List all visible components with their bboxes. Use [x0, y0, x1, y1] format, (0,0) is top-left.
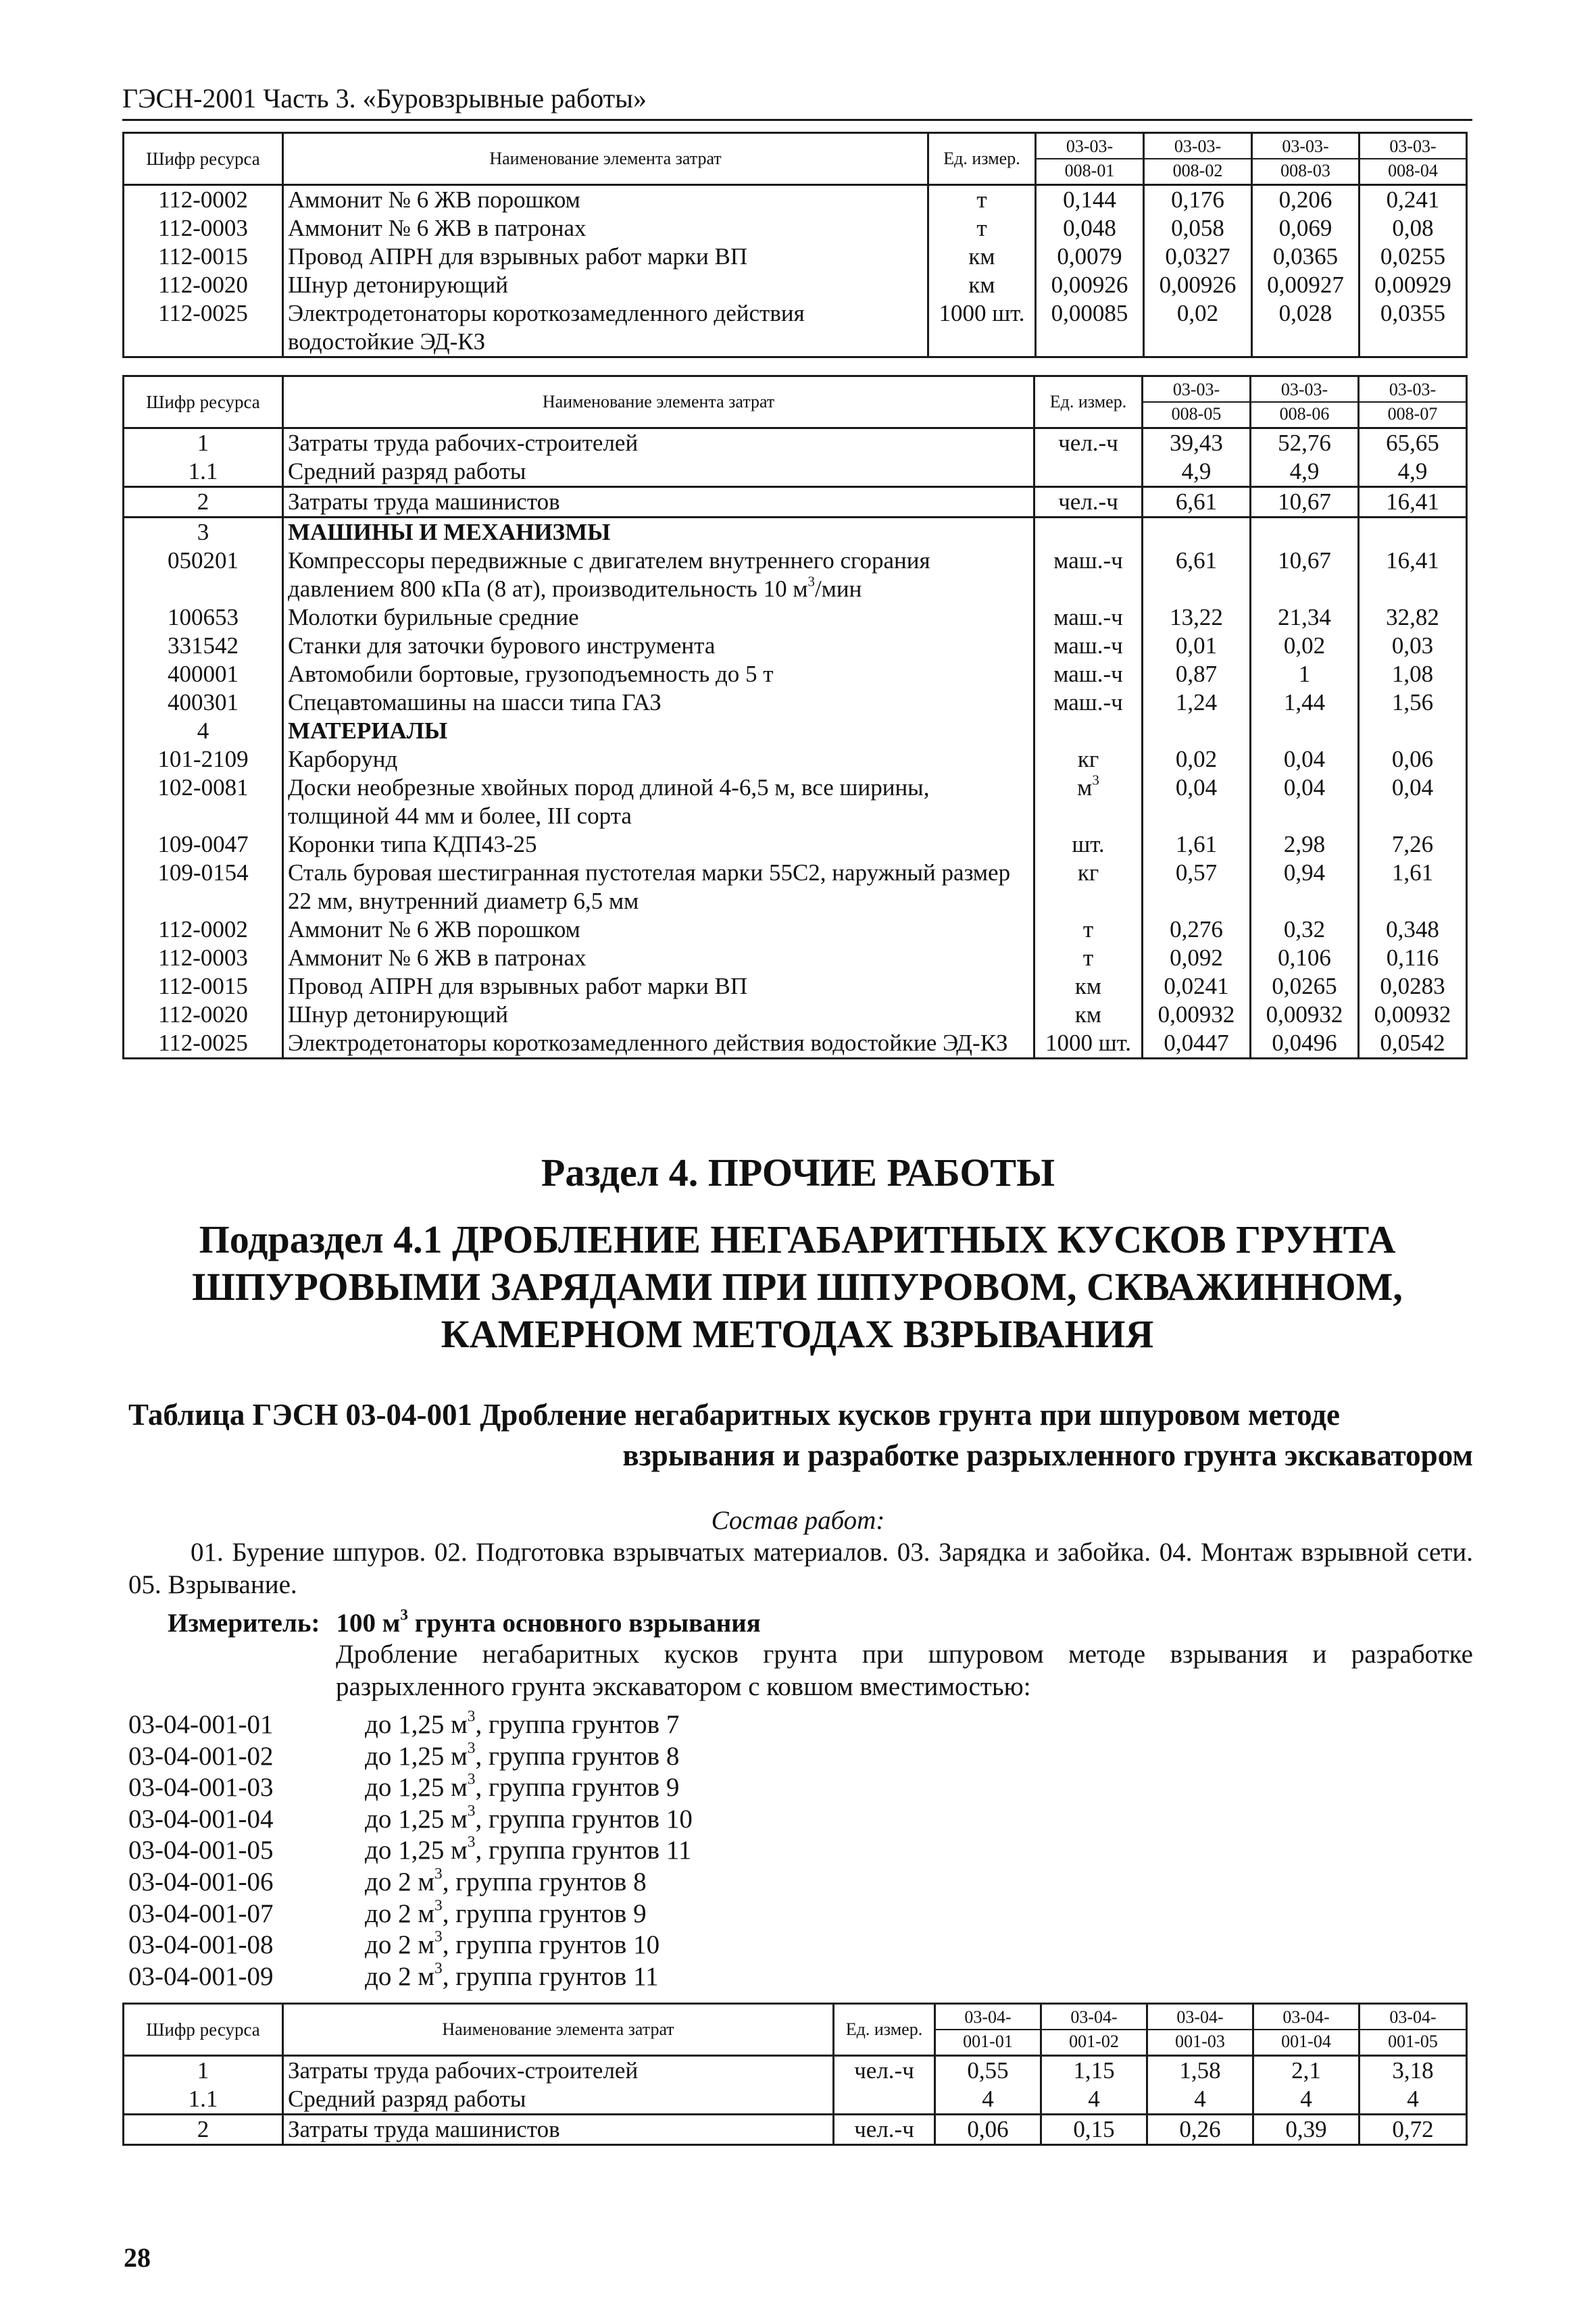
table-row: [124, 972, 1467, 1001]
value-cell: 0,0327: [1144, 243, 1252, 271]
resource-code: 112-0003: [124, 944, 283, 972]
value-cell: 6,61: [1143, 547, 1251, 603]
unit-cell: [834, 2085, 935, 2115]
header-rule: [122, 119, 1472, 121]
header-code: Шифр ресурса: [124, 2004, 283, 2056]
table-row: [124, 271, 1467, 299]
unit-cell: чел.-ч: [834, 2056, 935, 2086]
subsection-title: Подраздел 4.1 ДРОБЛЕНИЕ НЕГАБАРИТНЫХ КУСКОВ ГРУНТА ШПУРОВЫМИ ЗАРЯДАМИ ПРИ ШПУРОВОМ, СКВАЖИННОМ, КАМЕРНОМ МЕТОДАХ ВЗРЫВАНИЯ: [192, 1217, 1403, 1356]
value-cell: 0,00926: [1144, 271, 1252, 299]
table-row: [124, 2115, 1467, 2145]
resource-name: Затраты труда рабочих-строителей: [283, 2056, 834, 2086]
value-cell: 1,08: [1359, 660, 1467, 688]
value-cell: 0,276: [1143, 915, 1251, 944]
variant-code: 03-04-001-05: [128, 1836, 274, 1865]
resource-code: 112-0015: [124, 972, 283, 1001]
meter: [168, 1608, 761, 1638]
value-cell: 4: [1253, 2085, 1360, 2115]
table-row: [124, 2085, 1467, 2115]
table-row: [124, 1001, 1467, 1029]
resource-code: 112-0025: [124, 299, 283, 357]
header-column: 03-03- 008-05: [1143, 376, 1251, 428]
resource-code: 109-0047: [124, 830, 283, 859]
value-cell: 0,04: [1143, 774, 1251, 830]
header-column: 03-03- 008-04: [1360, 133, 1467, 185]
variant-description: до 1,25 $м^3$, группа грунтов 8: [365, 1739, 680, 1771]
value-cell: 1,61: [1143, 830, 1251, 859]
resource-code: 112-0002: [124, 185, 283, 215]
value-cell: 0,0255: [1360, 243, 1467, 271]
resource-code: 400001: [124, 660, 283, 688]
value-cell: 39,43: [1143, 428, 1251, 458]
table-row: [124, 457, 1467, 487]
header-code: Шифр ресурса: [124, 133, 283, 185]
variant-description: до 2 $м^3$, группа грунтов 8: [365, 1865, 647, 1896]
value-cell: 32,82: [1359, 603, 1467, 632]
resource-name: Затраты труда машинистов: [283, 2115, 834, 2145]
unit-cell: $м^3$: [1034, 774, 1143, 830]
value-cell: 7,26: [1359, 830, 1467, 859]
variant-code: 03-04-001-02: [128, 1741, 274, 1771]
unit-cell: шт.: [1034, 830, 1143, 859]
resource-code: 112-0003: [124, 214, 283, 243]
resource-table-middle: [122, 375, 1468, 1059]
resource-name: Электродетонаторы короткозамедленного действия водостойкие ЭД-КЗ: [283, 299, 928, 357]
variant-description: до 1,25 $м^3$, группа грунтов 9: [365, 1770, 680, 1803]
value-cell: 0,0542: [1359, 1029, 1467, 1059]
value-cell: 6,61: [1143, 487, 1251, 518]
table-row: [124, 859, 1467, 915]
value-cell: 0,241: [1360, 185, 1467, 215]
header-column: 03-04- 001-05: [1360, 2004, 1467, 2056]
value-cell: 0,00927: [1252, 271, 1360, 299]
resource-name: Аммонит № 6 ЖВ порошком: [283, 185, 928, 215]
resource-code: 2: [124, 487, 283, 518]
value-cell: 0,87: [1143, 660, 1251, 688]
value-cell: [1359, 518, 1467, 547]
table-row: [124, 745, 1467, 774]
resource-name: Провод АПРН для взрывных работ марки ВП: [283, 972, 1034, 1001]
resource-name: Автомобили бортовые, грузоподъемность до 5 т: [283, 660, 1034, 688]
resource-code: 1.1: [124, 2085, 283, 2115]
value-cell: 0,0079: [1036, 243, 1144, 271]
table-row: [124, 518, 1467, 547]
resource-name: Аммонит № 6 ЖВ в патронах: [283, 214, 928, 243]
value-cell: 0,00932: [1251, 1001, 1359, 1029]
table-title: [128, 1394, 1473, 1476]
unit-cell: [1034, 457, 1143, 487]
resource-table-bottom: [122, 2003, 1468, 2146]
value-cell: 10,67: [1251, 487, 1359, 518]
unit-cell: маш.-ч: [1034, 688, 1143, 717]
value-cell: 4: [935, 2085, 1041, 2115]
composition-label: Состав работ:: [711, 1506, 885, 1535]
value-cell: 0,0365: [1252, 243, 1360, 271]
resource-code: 331542: [124, 632, 283, 660]
table-header-row: [124, 376, 1467, 428]
header-name: Наименование элемента затрат: [283, 133, 928, 185]
value-cell: 65,65: [1359, 428, 1467, 458]
resource-name: МАТЕРИАЛЫ: [283, 717, 1034, 745]
resource-name: Компрессоры передвижные с двигателем внутреннего сгорания давлением 800 кПа (8 ат), производительность 10 $м^3$/мин: [283, 547, 1034, 603]
value-cell: 4,9: [1251, 457, 1359, 487]
unit-cell: т: [928, 214, 1036, 243]
header-column: 03-04- 001-04: [1253, 2004, 1360, 2056]
header-column: 03-03- 008-02: [1144, 133, 1252, 185]
table-row: [124, 214, 1467, 243]
table-row: [124, 428, 1467, 458]
unit-cell: маш.-ч: [1034, 547, 1143, 603]
resource-name: Затраты труда машинистов: [283, 487, 1034, 518]
value-cell: 0,39: [1253, 2115, 1360, 2145]
table-row: [124, 2056, 1467, 2086]
value-cell: 0,01: [1143, 632, 1251, 660]
resource-code: 112-0020: [124, 271, 283, 299]
unit-cell: км: [1034, 972, 1143, 1001]
table-row: [124, 688, 1467, 717]
resource-name: Коронки типа КДП43-25: [283, 830, 1034, 859]
table-row: [124, 603, 1467, 632]
value-cell: 0,00085: [1036, 299, 1144, 357]
value-cell: 0,06: [1359, 745, 1467, 774]
resource-name: Спецавтомашины на шасси типа ГАЗ: [283, 688, 1034, 717]
unit-cell: [1034, 717, 1143, 745]
resource-code: 3: [124, 518, 283, 547]
header-code: Шифр ресурса: [124, 376, 283, 428]
unit-cell: маш.-ч: [1034, 632, 1143, 660]
value-cell: 16,41: [1359, 487, 1467, 518]
value-cell: 0,02: [1251, 632, 1359, 660]
unit-cell: км: [1034, 1001, 1143, 1029]
header-unit: Ед. измер.: [928, 133, 1036, 185]
variant-code: 03-04-001-03: [128, 1773, 274, 1803]
resource-name: Сталь буровая шестигранная пустотелая марки 55С2, наружный размер 22 мм, внутренний диаметр 6,5 мм: [283, 859, 1034, 915]
value-cell: 0,028: [1252, 299, 1360, 357]
unit-cell: 1000 шт.: [1034, 1029, 1143, 1059]
value-cell: 1,58: [1147, 2056, 1253, 2086]
header-unit: Ед. измер.: [834, 2004, 935, 2056]
value-cell: 13,22: [1143, 603, 1251, 632]
value-cell: 0,048: [1036, 214, 1144, 243]
resource-name: Аммонит № 6 ЖВ порошком: [283, 915, 1034, 944]
value-cell: 1: [1251, 660, 1359, 688]
table-row: [124, 830, 1467, 859]
unit-cell: маш.-ч: [1034, 603, 1143, 632]
resource-name: Провод АПРН для взрывных работ марки ВП: [283, 243, 928, 271]
resource-name: Средний разряд работы: [283, 2085, 834, 2115]
value-cell: 0,26: [1147, 2115, 1253, 2145]
variant-code: 03-04-001-07: [128, 1898, 274, 1928]
resource-name: Средний разряд работы: [283, 457, 1034, 487]
value-cell: 0,0241: [1143, 972, 1251, 1001]
value-cell: 4,9: [1359, 457, 1467, 487]
unit-cell: т: [1034, 944, 1143, 972]
resource-name: Доски необрезные хвойных пород длиной 4-6,5 м, все ширины, толщиной 44 мм и более, III сорта: [283, 774, 1034, 830]
resource-code: 112-0020: [124, 1001, 283, 1029]
unit-cell: т: [1034, 915, 1143, 944]
variant-description: до 2 $м^3$, группа грунтов 9: [365, 1896, 647, 1928]
value-cell: 0,08: [1360, 214, 1467, 243]
value-cell: [1143, 717, 1251, 745]
value-cell: 0,00932: [1143, 1001, 1251, 1029]
value-cell: 0,092: [1143, 944, 1251, 972]
resource-name: Карборунд: [283, 745, 1034, 774]
value-cell: 1,56: [1359, 688, 1467, 717]
table-row: [124, 774, 1467, 830]
table-row: [124, 944, 1467, 972]
header-name: Наименование элемента затрат: [283, 2004, 834, 2056]
value-cell: 1,24: [1143, 688, 1251, 717]
value-cell: 0,348: [1359, 915, 1467, 944]
unit-cell: чел.-ч: [1034, 487, 1143, 518]
value-cell: 1,44: [1251, 688, 1359, 717]
works-composition: 01. Бурение шпуров. 02. Подготовка взрывчатых материалов. 03. Зарядка и забойка. 04. Монтаж взрывной сети. 05. Взрывание.: [128, 1538, 1473, 1599]
variant-description: до 2 $м^3$, группа грунтов 11: [365, 1959, 659, 1991]
value-cell: 0,00926: [1036, 271, 1144, 299]
unit-cell: кг: [1034, 859, 1143, 915]
value-cell: 0,106: [1251, 944, 1359, 972]
variant-code: 03-04-001-01: [128, 1710, 274, 1739]
value-cell: 0,0496: [1251, 1029, 1359, 1059]
unit-cell: 1000 шт.: [928, 299, 1036, 357]
meter-value: 100 $м^3$ грунта основного взрывания: [336, 1606, 761, 1638]
value-cell: 0,00929: [1360, 271, 1467, 299]
value-cell: 0,04: [1251, 745, 1359, 774]
resource-name: Станки для заточки бурового инструмента: [283, 632, 1034, 660]
table-row: [124, 660, 1467, 688]
variants-intro: Дробление негабаритных кусков грунта при шпуровом методе взрывания и разработке разрыхленного грунта экскаватором с ковшом вместимостью:: [336, 1640, 1473, 1701]
value-cell: 2,1: [1253, 2056, 1360, 2086]
resource-name: Шнур детонирующий: [283, 271, 928, 299]
resource-code: 112-0002: [124, 915, 283, 944]
header-column: 03-04- 001-01: [935, 2004, 1041, 2056]
resource-code: 1: [124, 428, 283, 458]
value-cell: 0,32: [1251, 915, 1359, 944]
value-cell: 0,116: [1359, 944, 1467, 972]
header-column: 03-03- 008-06: [1251, 376, 1359, 428]
value-cell: 0,00932: [1359, 1001, 1467, 1029]
value-cell: 0,0355: [1360, 299, 1467, 357]
value-cell: 0,04: [1359, 774, 1467, 830]
value-cell: 0,04: [1251, 774, 1359, 830]
resource-code: 101-2109: [124, 745, 283, 774]
variant-description: до 1,25 $м^3$, группа грунтов 7: [365, 1707, 680, 1739]
resource-table-top: [122, 132, 1468, 358]
resource-name: Электродетонаторы короткозамедленного действия водостойкие ЭД-КЗ: [283, 1029, 1034, 1059]
value-cell: [1143, 518, 1251, 547]
value-cell: 0,03: [1359, 632, 1467, 660]
value-cell: 2,98: [1251, 830, 1359, 859]
value-cell: 21,34: [1251, 603, 1359, 632]
header-column: 03-03- 008-07: [1359, 376, 1467, 428]
header-column: 03-03- 008-03: [1252, 133, 1360, 185]
unit-cell: [1034, 518, 1143, 547]
variant-description: до 1,25 $м^3$, группа грунтов 11: [365, 1833, 692, 1865]
value-cell: 52,76: [1251, 428, 1359, 458]
value-cell: 0,72: [1360, 2115, 1467, 2145]
header-column: 03-04- 001-02: [1041, 2004, 1147, 2056]
resource-code: 109-0154: [124, 859, 283, 915]
header-column: 03-04- 001-03: [1147, 2004, 1253, 2056]
table-row: [124, 717, 1467, 745]
table-title-line: взрывания и разработке разрыхленного грунта экскаватором: [622, 1438, 1473, 1472]
resource-code: 1.1: [124, 457, 283, 487]
variant-code: 03-04-001-08: [128, 1930, 274, 1960]
resource-code: 2: [124, 2115, 283, 2145]
value-cell: 0,0447: [1143, 1029, 1251, 1059]
table-row: [124, 299, 1467, 357]
unit-cell: т: [928, 185, 1036, 215]
resource-code: 112-0015: [124, 243, 283, 271]
header-unit: Ед. измер.: [1034, 376, 1143, 428]
value-cell: 0,02: [1144, 299, 1252, 357]
value-cell: 16,41: [1359, 547, 1467, 603]
variant-description: до 2 $м^3$, группа грунтов 10: [365, 1928, 660, 1960]
variant-code: 03-04-001-09: [128, 1961, 274, 1991]
variant-code: 03-04-001-06: [128, 1867, 274, 1896]
resource-code: 400301: [124, 688, 283, 717]
value-cell: 0,206: [1252, 185, 1360, 215]
resource-name: Аммонит № 6 ЖВ в патронах: [283, 944, 1034, 972]
meter-label: Измеритель:: [168, 1609, 320, 1638]
table-header-row: [124, 133, 1467, 185]
value-cell: 0,176: [1144, 185, 1252, 215]
value-cell: [1251, 518, 1359, 547]
table-row: [124, 487, 1467, 518]
value-cell: [1251, 717, 1359, 745]
table-row: [124, 547, 1467, 603]
value-cell: 0,06: [935, 2115, 1041, 2145]
value-cell: 0,94: [1251, 859, 1359, 915]
table-header-row: [124, 2004, 1467, 2056]
unit-cell: км: [928, 243, 1036, 271]
resource-name: Шнур детонирующий: [283, 1001, 1034, 1029]
resource-name: Молотки бурильные средние: [283, 603, 1034, 632]
value-cell: 0,144: [1036, 185, 1144, 215]
value-cell: 0,55: [935, 2056, 1041, 2086]
unit-cell: маш.-ч: [1034, 660, 1143, 688]
variant-code: 03-04-001-04: [128, 1804, 274, 1834]
resource-code: 4: [124, 717, 283, 745]
value-cell: 1,15: [1041, 2056, 1147, 2086]
value-cell: 4,9: [1143, 457, 1251, 487]
table-row: [124, 243, 1467, 271]
table-row: [124, 915, 1467, 944]
resource-code: 1: [124, 2056, 283, 2086]
value-cell: 4: [1360, 2085, 1467, 2115]
table-title-line: Таблица ГЭСН 03-04-001 Дробление негабаритных кусков грунта при шпуровом методе: [128, 1398, 1341, 1432]
value-cell: 0,069: [1252, 214, 1360, 243]
unit-cell: кг: [1034, 745, 1143, 774]
resource-name: МАШИНЫ И МЕХАНИЗМЫ: [283, 518, 1034, 547]
value-cell: 0,0283: [1359, 972, 1467, 1001]
value-cell: 0,15: [1041, 2115, 1147, 2145]
running-header: ГЭСН-2001 Часть 3. «Буровзрывные работы»: [122, 83, 647, 114]
header-name: Наименование элемента затрат: [283, 376, 1034, 428]
header-column: 03-03- 008-01: [1036, 133, 1144, 185]
value-cell: [1359, 717, 1467, 745]
unit-cell: чел.-ч: [834, 2115, 935, 2145]
value-cell: 0,02: [1143, 745, 1251, 774]
value-cell: 3,18: [1360, 2056, 1467, 2086]
table-row: [124, 185, 1467, 215]
resource-name: Затраты труда рабочих-строителей: [283, 428, 1034, 458]
resource-code: 050201: [124, 547, 283, 603]
resource-code: 112-0025: [124, 1029, 283, 1059]
value-cell: 0,058: [1144, 214, 1252, 243]
table-row: [124, 1029, 1467, 1059]
value-cell: 4: [1147, 2085, 1253, 2115]
unit-cell: км: [928, 271, 1036, 299]
value-cell: 0,57: [1143, 859, 1251, 915]
page-number: 28: [124, 2242, 151, 2273]
value-cell: 0,0265: [1251, 972, 1359, 1001]
unit-cell: чел.-ч: [1034, 428, 1143, 458]
value-cell: 10,67: [1251, 547, 1359, 603]
section-title: Раздел 4. ПРОЧИЕ РАБОТЫ: [541, 1151, 1055, 1194]
table-row: [124, 632, 1467, 660]
value-cell: 4: [1041, 2085, 1147, 2115]
resource-code: 102-0081: [124, 774, 283, 830]
value-cell: 1,61: [1359, 859, 1467, 915]
resource-code: 100653: [124, 603, 283, 632]
variant-description: до 1,25 $м^3$, группа грунтов 10: [365, 1802, 693, 1834]
